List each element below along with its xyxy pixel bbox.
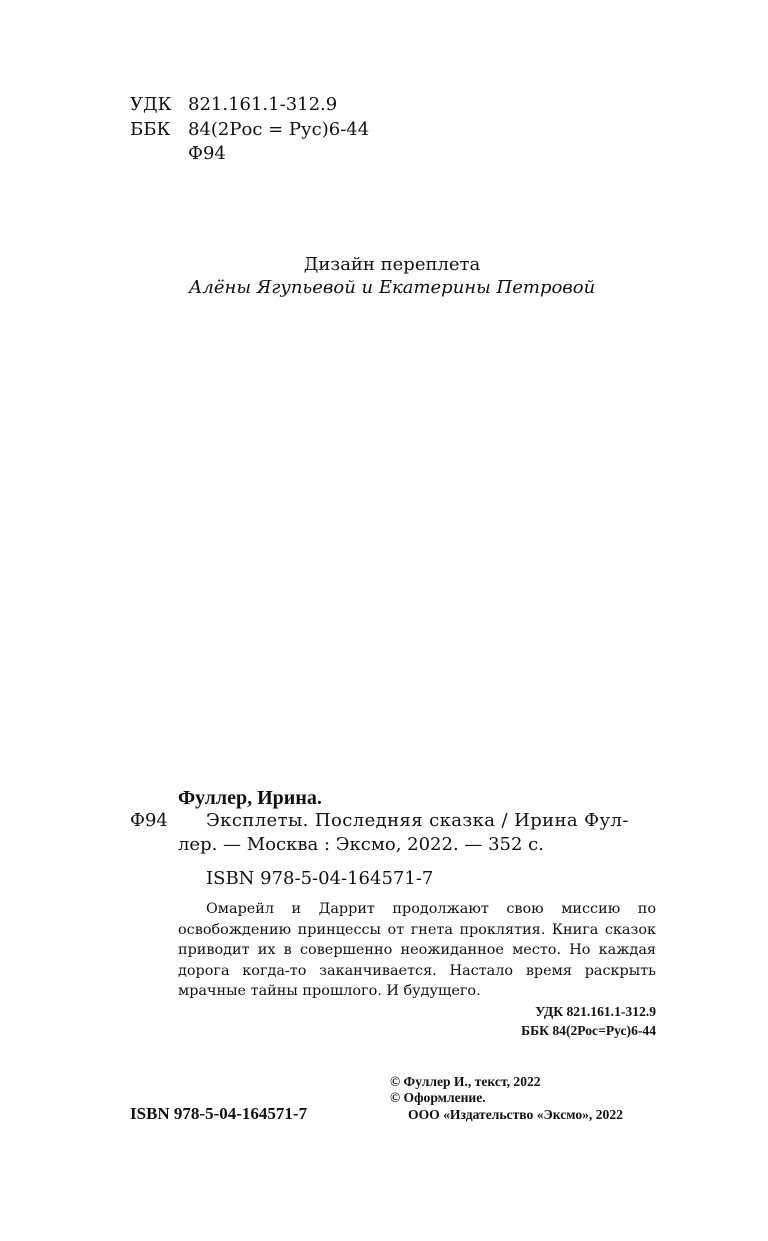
- copyright-publisher: ООО «Издательство «Эксмо», 2022: [408, 1107, 623, 1122]
- udk-line: [130, 93, 338, 117]
- author-heading: Фуллер, Ирина.: [178, 787, 322, 809]
- copyright-design: © Оформление.: [390, 1090, 486, 1105]
- annotation: Омарейл и Даррит продолжают свою миссию по освобождению принцессы от гнета проклятия. Книга сказок приводит их в совершенно неожиданное место. Но каждая дорога когда-то заканчивается. Настало время раскрыть мрачные тайны прошлого. И будущего.: [178, 901, 656, 1000]
- bbk-bottom: ББК 84(2Рос=Рус)6-44: [521, 1023, 656, 1038]
- udk-bottom: УДК 821.161.1-312.9: [535, 1004, 656, 1019]
- bib-line-1: Эксплеты. Последняя сказка / Ирина Фул-: [206, 810, 629, 831]
- cover-design-title: Дизайн переплета: [303, 254, 481, 275]
- copyright-text: © Фуллер И., текст, 2022: [390, 1074, 541, 1089]
- isbn-record: ISBN 978-5-04-164571-7: [206, 868, 434, 889]
- isbn-bottom: ISBN 978-5-04-164571-7: [130, 1104, 308, 1123]
- bbk-line: [130, 118, 370, 142]
- author-sign-bib: Ф94: [130, 810, 168, 831]
- cover-design-names: Алёны Ягупьевой и Екатерины Петровой: [188, 277, 596, 298]
- bbk-value: 84(2Рос = Рус)6-44: [188, 119, 370, 140]
- udk-label: УДК: [130, 94, 172, 115]
- author-sign-top: Ф94: [188, 143, 226, 164]
- bib-line-2: лер. — Москва : Эксмо, 2022. — 352 с.: [178, 834, 544, 855]
- bbk-label: ББК: [130, 119, 171, 140]
- udk-value: 821.161.1-312.9: [188, 94, 338, 115]
